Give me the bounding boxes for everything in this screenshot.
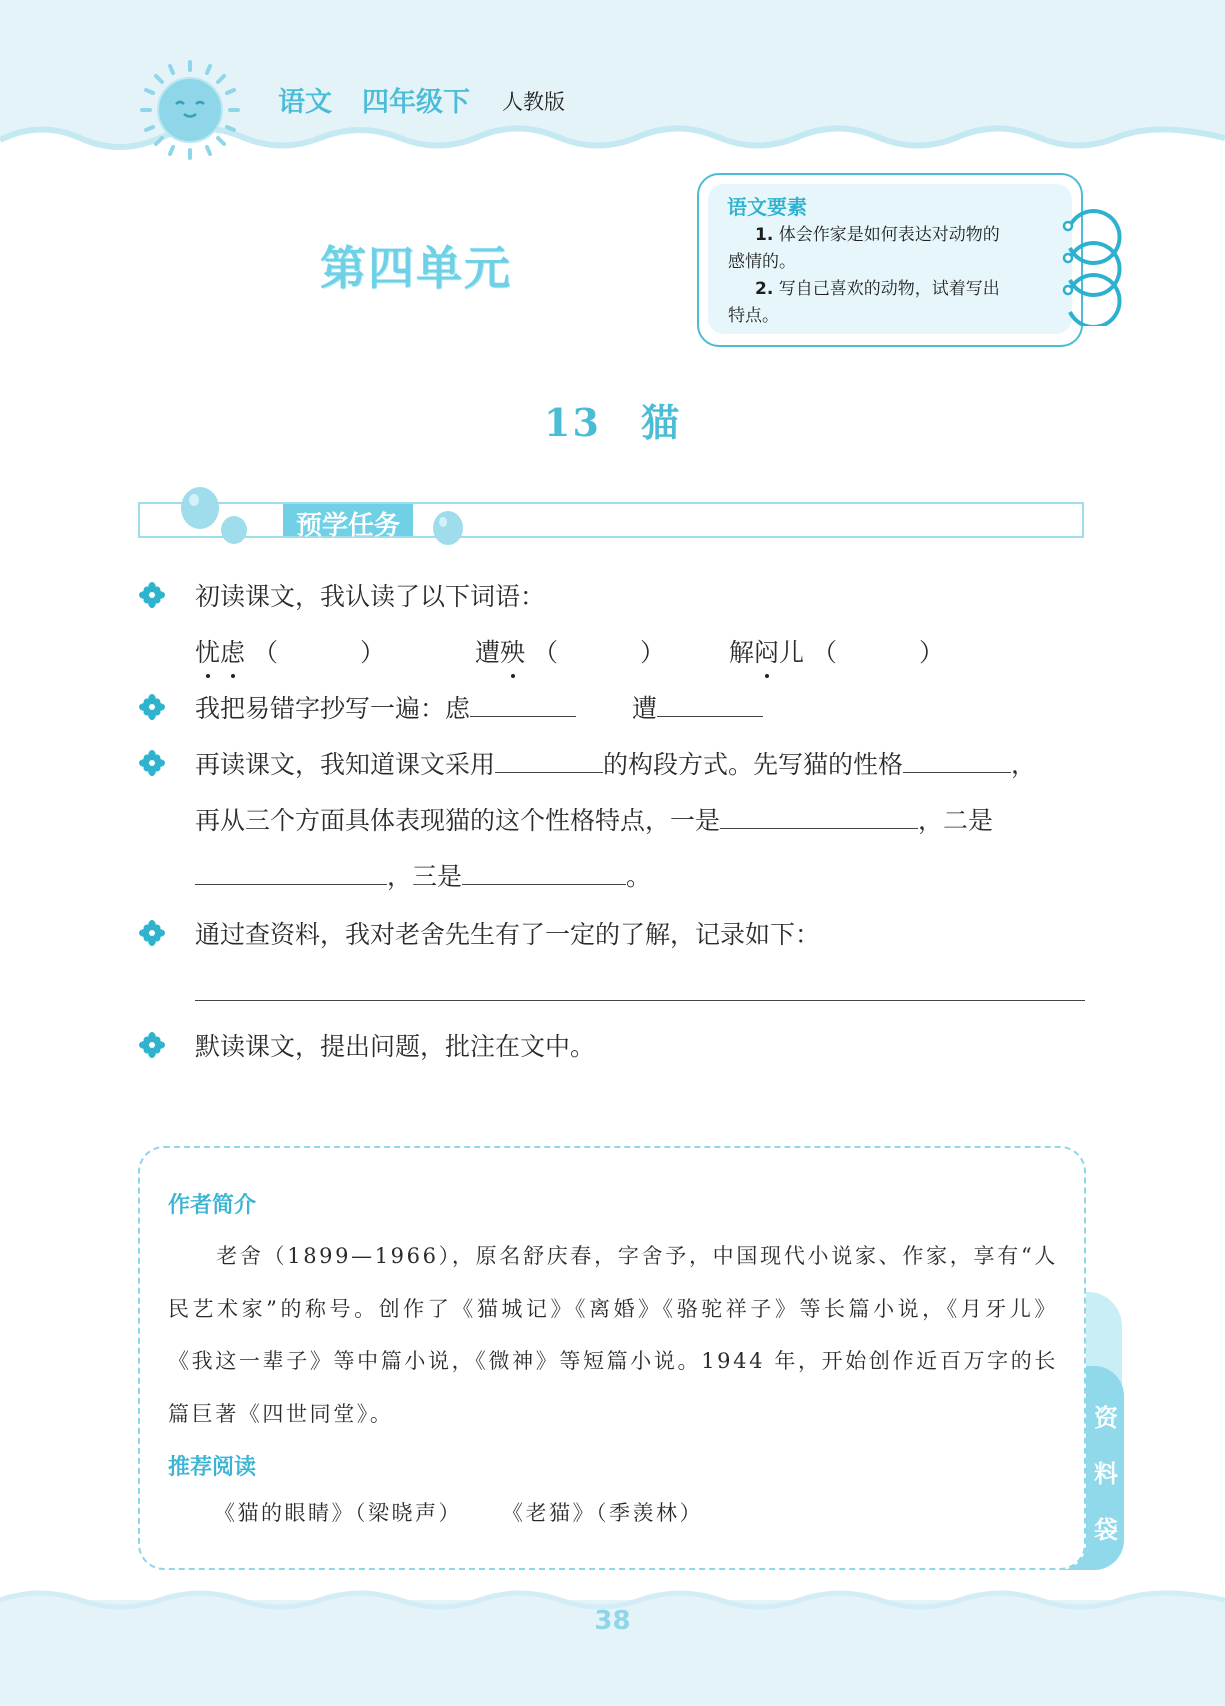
task-5-text: 默读课文，提出问题，批注在文中。 — [195, 1032, 596, 1061]
word-row: 忧虑 （ ） — [195, 638, 386, 667]
unit-title: 第四单元 — [320, 241, 512, 295]
header-edition: 人教版 — [502, 90, 565, 114]
language-elements-heading: 语文要素 — [727, 195, 807, 219]
balloons-icon — [176, 484, 476, 546]
recommend-heading: 推荐阅读 — [168, 1455, 257, 1480]
sun-mascot-icon — [138, 58, 242, 162]
copy-blank-1[interactable] — [470, 715, 576, 717]
recommend-item-1: 《猫的眼睛》（梁晓声） — [214, 1501, 462, 1525]
language-element-1-line2: 感情的。 — [728, 252, 796, 272]
lesson-title — [0, 392, 1225, 447]
language-elements-list — [728, 222, 1053, 330]
copy-blank-2[interactable] — [657, 715, 763, 717]
word-row-3: 解闷儿 （ ） — [729, 638, 945, 667]
task-3-line-3: ，三是 。 — [195, 857, 651, 893]
binder-rings-icon — [1050, 196, 1125, 326]
word-1: 忧虑 — [195, 638, 246, 667]
structure-blank[interactable] — [495, 771, 603, 773]
word-row-2: 遭殃 （ ） — [475, 638, 666, 667]
flower-bullet-icon — [139, 920, 165, 946]
flower-bullet-icon — [139, 694, 165, 720]
task-3-line-1: 再读课文，我知道课文采用 的构段方式。先写猫的性格 ， — [195, 750, 1037, 779]
language-element-2-line1: 2. 写自己喜欢的动物，试着写出 — [755, 279, 1000, 299]
flower-bullet-icon — [139, 582, 165, 608]
page-number: 38 — [594, 1606, 631, 1636]
flower-bullet-icon — [139, 750, 165, 776]
word-2: 遭殃 — [475, 638, 526, 667]
notes-answer-line[interactable] — [195, 1000, 1085, 1001]
language-element-1-line1: 1. 体会作家是如何表达对动物的 — [755, 225, 1000, 245]
character-blank[interactable] — [903, 771, 1011, 773]
lesson-name: 猫 — [640, 400, 681, 445]
word-3: 解闷儿 — [729, 638, 805, 667]
section-label: 预学任务 — [295, 511, 400, 541]
aspect-3-blank[interactable] — [462, 883, 626, 885]
recommend-list — [214, 1497, 703, 1527]
aspect-1-blank[interactable] — [720, 827, 918, 829]
task-4-text: 通过查资料，我对老舍先生有了一定的了解，记录如下： — [195, 920, 821, 949]
task-3-line-2: 再从三个方面具体表现猫的这个性格特点，一是 ，二是 — [195, 806, 994, 835]
side-tab-label: 资 料 袋 — [1094, 1404, 1118, 1544]
lesson-number: 13 — [544, 400, 601, 445]
recommend-item-2: 《老猫》（季羡林） — [502, 1501, 703, 1525]
author-heading: 作者简介 — [168, 1193, 257, 1218]
aspect-2-blank[interactable] — [195, 883, 387, 885]
task-2-text: 我把易错字抄写一遍：虑 遭 — [195, 689, 763, 725]
task-1-text: 初读课文，我认读了以下词语： — [195, 582, 546, 611]
header-subject: 语文 — [278, 87, 332, 118]
flower-bullet-icon — [139, 1032, 165, 1058]
language-element-2-line2: 特点。 — [728, 306, 779, 326]
header-grade: 四年级下 — [362, 87, 470, 118]
author-paragraph: 老舍（1899—1966），原名舒庆春，字舍予，中国现代小说家、作家，享有“人民艺术家”的称号。创作了《猫城记》《离婚》《骆驼祥子》等长篇小说，《月牙儿》《我这一辈子》等中篇小说，《微神》等短篇小说。1944 年，开始创作近百万字的长篇巨著《四世同堂》。 — [168, 1244, 1058, 1426]
